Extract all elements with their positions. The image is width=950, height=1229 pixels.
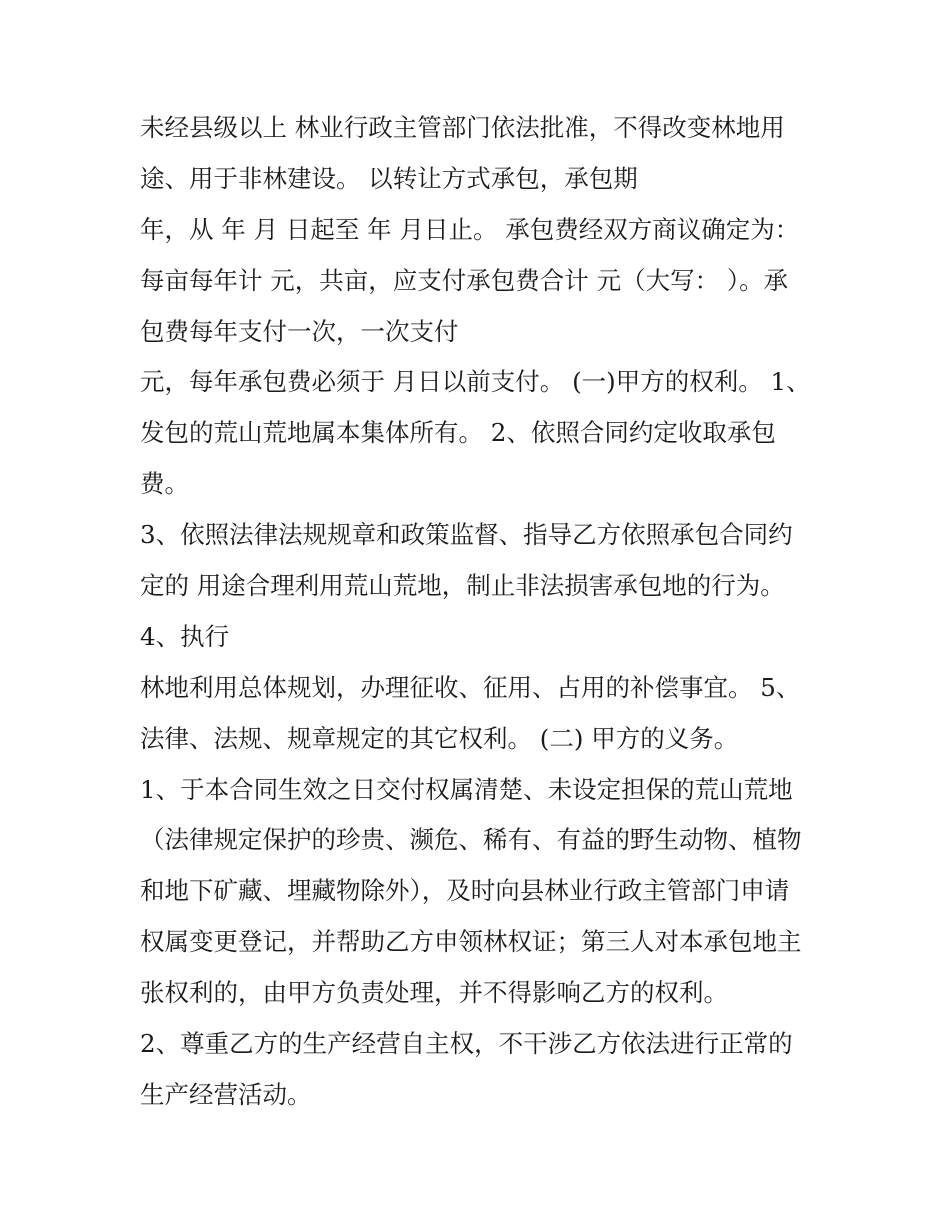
text-line: 法律、法规、规章规定的其它权利。 (二) 甲方的义务。 [140,723,739,753]
contract-text-body [140,103,840,1121]
text-line: 2、尊重乙方的生产经营自主权，不干涉乙方依法进行正常的 [140,1029,793,1059]
text-line: 和地下矿藏、埋藏物除外），及时向县林业行政主管部门申请 [140,876,790,906]
text-line: 4、执行 [140,621,230,651]
text-line: 包费每年支付一次，一次支付 [140,316,459,346]
text-line: 费。 [140,469,189,499]
text-line: 1、于本合同生效之日交付权属清楚、未设定担保的荒山荒地 [140,774,793,804]
text-line: 每亩每年计 元，共亩，应支付承包费合计 元（大写： ）。承 [140,265,789,295]
text-line: 张权利的，由甲方负责处理，并不得影响乙方的权利。 [140,978,728,1008]
text-line: 元，每年承包费必须于 月日以前支付。 (一)甲方的权利。 1、 [140,367,811,397]
text-line: 年，从 年 月 日起至 年 月日止。 承包费经双方商议确定为： [140,214,800,244]
text-line: 生产经营活动。 [140,1079,312,1109]
text-line: 未经县级以上 林业行政主管部门依法批准，不得改变林地用 [140,113,785,142]
text-line: （法律规定保护的珍贵、濒危、稀有、有益的野生动物、植物 [140,825,802,855]
text-line: 3、依照法律法规规章和政策监督、指导乙方依照承包合同约 [140,520,793,550]
text-line: 定的 用途合理利用荒山荒地，制止非法损害承包地的行为。 [140,571,785,601]
text-line: 权属变更登记，并帮助乙方申领林权证；第三人对本承包地主 [140,927,802,957]
text-line: 林地利用总体规划，办理征收、征用、占用的补偿事宜。 5、 [140,672,801,702]
text-line: 发包的荒山荒地属本集体所有。 2、依照合同约定收取承包 [140,418,776,448]
text-line: 途、用于非林建设。 以转让方式承包，承包期 [140,163,638,193]
